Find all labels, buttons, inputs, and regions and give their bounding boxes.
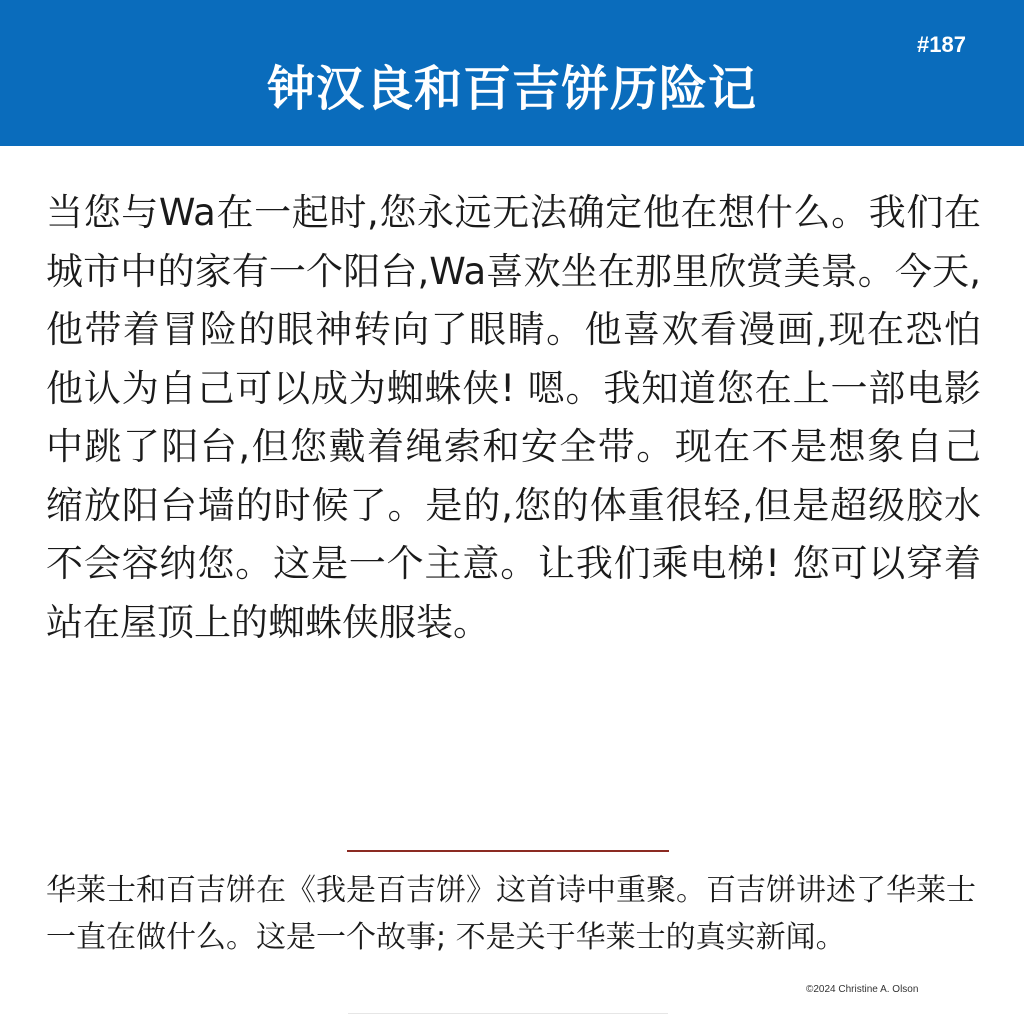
bottom-rule bbox=[348, 1013, 668, 1014]
copyright-notice: ©2024 Christine A. Olson bbox=[806, 984, 919, 995]
episode-number: #187 bbox=[917, 32, 966, 57]
story-body: 当您与Wa在一起时,您永远无法确定他在想什么。我们在城市中的家有一个阳台,Wa喜欢坐在那里欣赏美景。今天,他带着冒险的眼神转向了眼睛。他喜欢看漫画,现在恐怕他认为自己可以成为蜘蛛侠! 嗯。我知道您在上一部电影中跳了阳台,但您戴着绳索和安全带。现在不是想象自己缩放阳台墙的时候了。是的,您的体重很轻,但是超级胶水不会容纳您。这是一个主意。让我们乘电梯! 您可以穿着站在屋顶上的蜘蛛侠服装。 bbox=[46, 191, 981, 644]
page-title: 钟汉良和百吉饼历险记 bbox=[266, 61, 757, 117]
header-banner bbox=[0, 0, 1024, 146]
footer-note: 华莱士和百吉饼在《我是百吉饼》这首诗中重聚。百吉饼讲述了华莱士一直在做什么。这是一个故事; 不是关于华莱士的真实新闻。 bbox=[46, 873, 976, 955]
section-divider bbox=[347, 850, 669, 852]
